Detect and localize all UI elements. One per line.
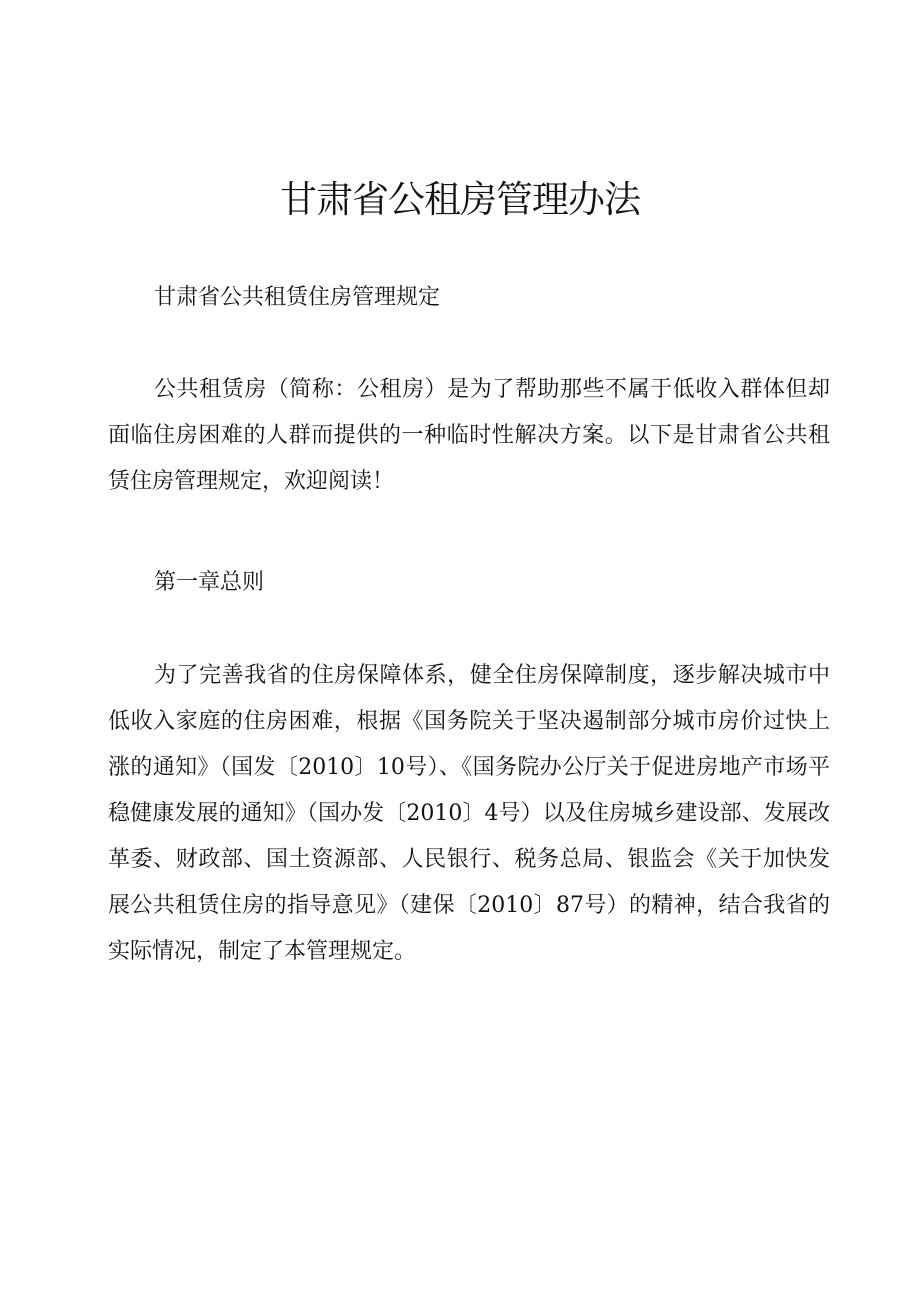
body-paragraph: 为了完善我省的住房保障体系，健全住房保障制度，逐步解决城市中低收入家庭的住房困难，根据《国务院关于坚决遏制部分城市房价过快上涨的通知》（国发〔2010〕10号）、《国务院办公厅关于促进房地产市场平稳健康发展的通知》（国办发〔2010〕4号）以及住房城乡建设部、发展改革委、财政部、国土资源部、人民银行、税务总局、银监会《关于加快发展公共租赁住房的指导意见》（建保〔2010〕87号）的精神，结合我省的实际情况，制定了本管理规定。 xyxy=(108,663,830,964)
document-title: 甘肃省公租房管理办法 xyxy=(280,178,640,221)
intro-paragraph: 公共租赁房（简称：公租房）是为了帮助那些不属于低收入群体但却面临住房困难的人群而提供的一种临时性解决方案。以下是甘肃省公共租赁住房管理规定，欢迎阅读！ xyxy=(108,377,830,494)
chapter-heading: 第一章总则 xyxy=(154,570,265,595)
document-subtitle: 甘肃省公共租赁住房管理规定 xyxy=(154,285,441,310)
